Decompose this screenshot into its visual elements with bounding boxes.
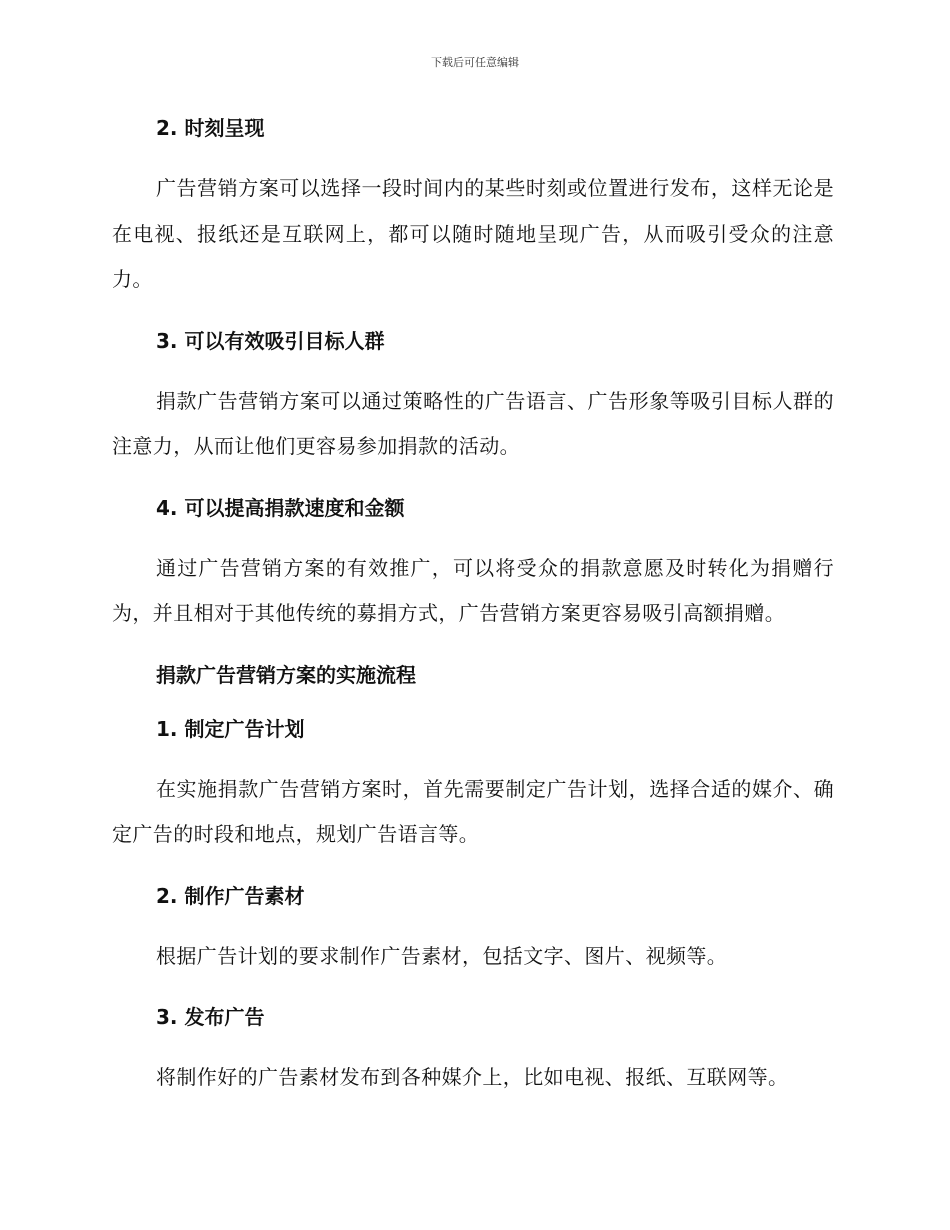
paragraph-ad-plan: 在实施捐款广告营销方案时，首先需要制定广告计划，选择合适的媒介、确定广告的时段和地点，规划广告语言等。 bbox=[112, 776, 834, 846]
section-heading-ad-materials: 2. 制作广告素材 bbox=[156, 883, 305, 908]
paragraph-publish-ad: 将制作好的广告素材发布到各种媒介上，比如电视、报纸、互联网等。 bbox=[156, 1065, 789, 1089]
section-heading-ad-plan: 1. 制定广告计划 bbox=[156, 716, 305, 741]
paragraph-time-display: 广告营销方案可以选择一段时间内的某些时刻或位置进行发布，这样无论是在电视、报纸还是互联网上，都可以随时随地呈现广告，从而吸引受众的注意力。 bbox=[112, 176, 834, 291]
page-header-note: 下载后可任意编辑 bbox=[431, 56, 519, 69]
paragraph-ad-materials: 根据广告计划的要求制作广告素材，包括文字、图片、视频等。 bbox=[156, 943, 728, 968]
paragraph-donation-speed: 通过广告营销方案的有效推广，可以将受众的捐款意愿及时转化为捐赠行为，并且相对于其他传统的募捐方式，广告营销方案更容易吸引高额捐赠。 bbox=[112, 555, 834, 625]
section-heading-implementation-process: 捐款广告营销方案的实施流程 bbox=[156, 662, 416, 687]
section-heading-target-audience: 3. 可以有效吸引目标人群 bbox=[156, 328, 385, 353]
section-heading-publish-ad: 3. 发布广告 bbox=[156, 1005, 265, 1029]
document-body bbox=[112, 112, 834, 1123]
section-heading-donation-speed: 4. 可以提高捐款速度和金额 bbox=[156, 495, 405, 520]
section-heading-time-display: 2. 时刻呈现 bbox=[156, 116, 265, 140]
paragraph-target-audience: 捐款广告营销方案可以通过策略性的广告语言、广告形象等吸引目标人群的注意力，从而让他们更容易参加捐款的活动。 bbox=[112, 388, 834, 458]
